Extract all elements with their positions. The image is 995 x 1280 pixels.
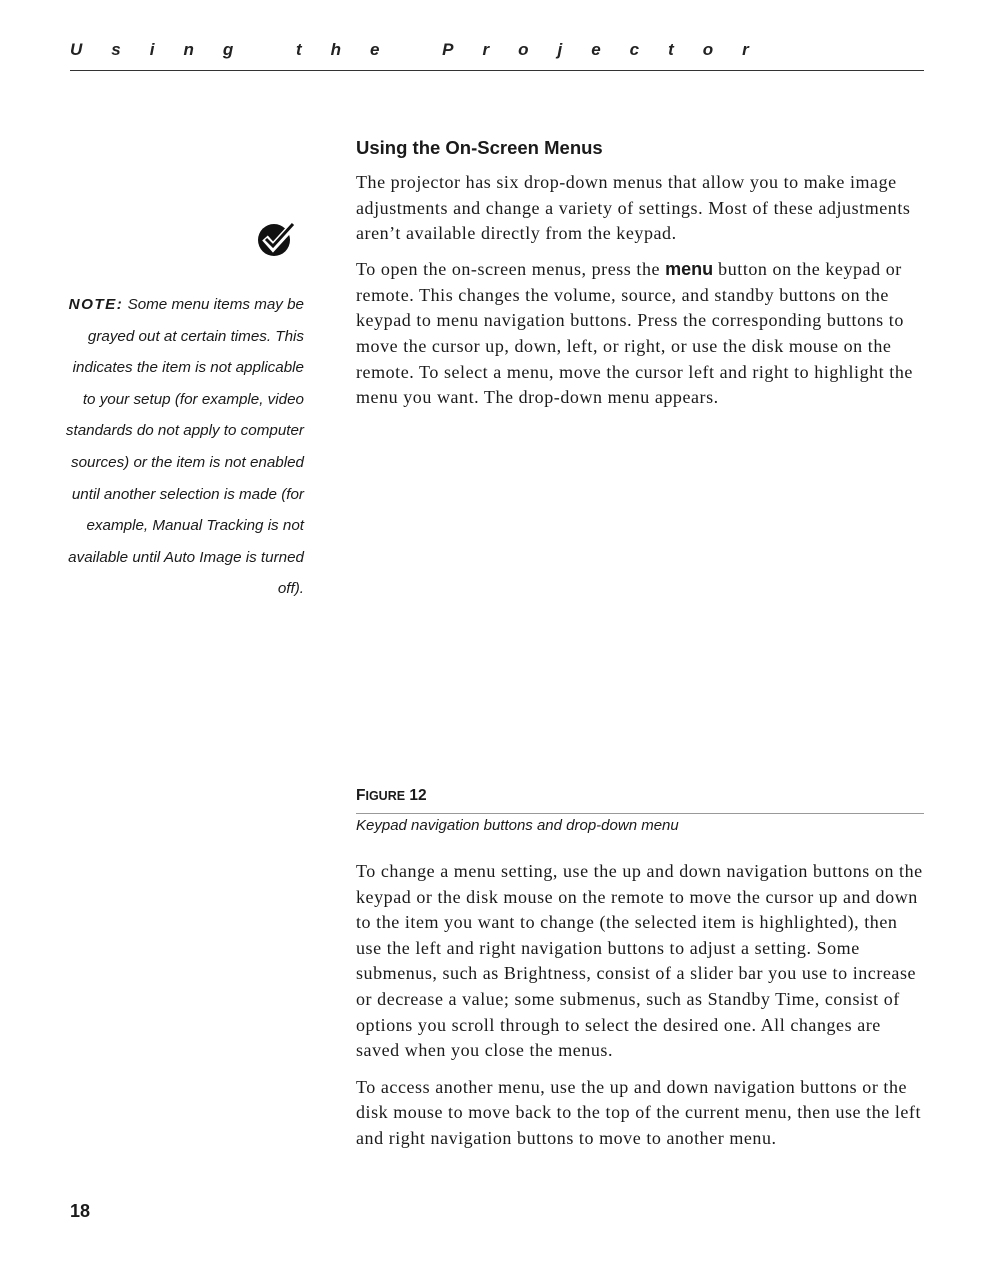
menu-keyword: menu [665, 259, 714, 280]
paragraph-1: The projector has six drop-down menus that allow you to make image adjustments and change a variety of settings. Most of these adjustments aren’t available directly from the keypad. [356, 172, 911, 244]
paragraph-2 [356, 257, 926, 411]
running-head: Using the Projector [70, 40, 778, 59]
note-label: NOTE: [68, 296, 124, 313]
paragraph-2-end: button on the keypad or remote. This changes the volume, source, and standby buttons on the keypad to menu navigation buttons. Press the corresponding buttons to move the cursor up, down, left, or right, or use the disk mouse on the remote. To select a menu, move the cursor left and right to highlight the menu you want. The drop-down menu appears. [356, 259, 913, 408]
page-number: 18 [70, 1201, 91, 1221]
intro-text [356, 170, 926, 411]
paragraph-4: To access another menu, use the up and down navigation buttons or the disk mouse to move back to the top of the current menu, then use the left and right navigation buttons to move to another menu. [356, 1076, 922, 1148]
figure-label: FIGURE 12 [356, 787, 427, 804]
sidebar-note [64, 289, 304, 605]
paragraph-2-start: To open the on-screen menus, press the [356, 259, 666, 280]
header-rule [70, 70, 924, 71]
note-checkmark-icon [255, 218, 299, 258]
continued-text [356, 859, 926, 1152]
figure-rule [356, 813, 924, 814]
section-title: Using the On-Screen Menus [356, 137, 603, 158]
figure-caption: Keypad navigation buttons and drop-down menu [356, 817, 679, 834]
paragraph-3: To change a menu setting, use the up and down navigation buttons on the keypad or the disk mouse on the remote to move the cursor up and down to the item you want to change (the selected item is highlighted), then use the left and right navigation buttons to adjust a setting. Some submenus, such as Brightness, consist of a slider bar you use to increase or decrease a value; some submenus, such as Standby Time, consist of options you scroll through to select the desired one. All changes are saved when you close the menus. [356, 861, 923, 1061]
note-text: Some menu items may be grayed out at certain times. This indicates the item is not applicable to your setup (for example, video standards do not apply to computer sources) or the item is not enabled until another selection is made (for example, Manual Tracking is not available until Auto Image is turned off). [65, 296, 304, 598]
